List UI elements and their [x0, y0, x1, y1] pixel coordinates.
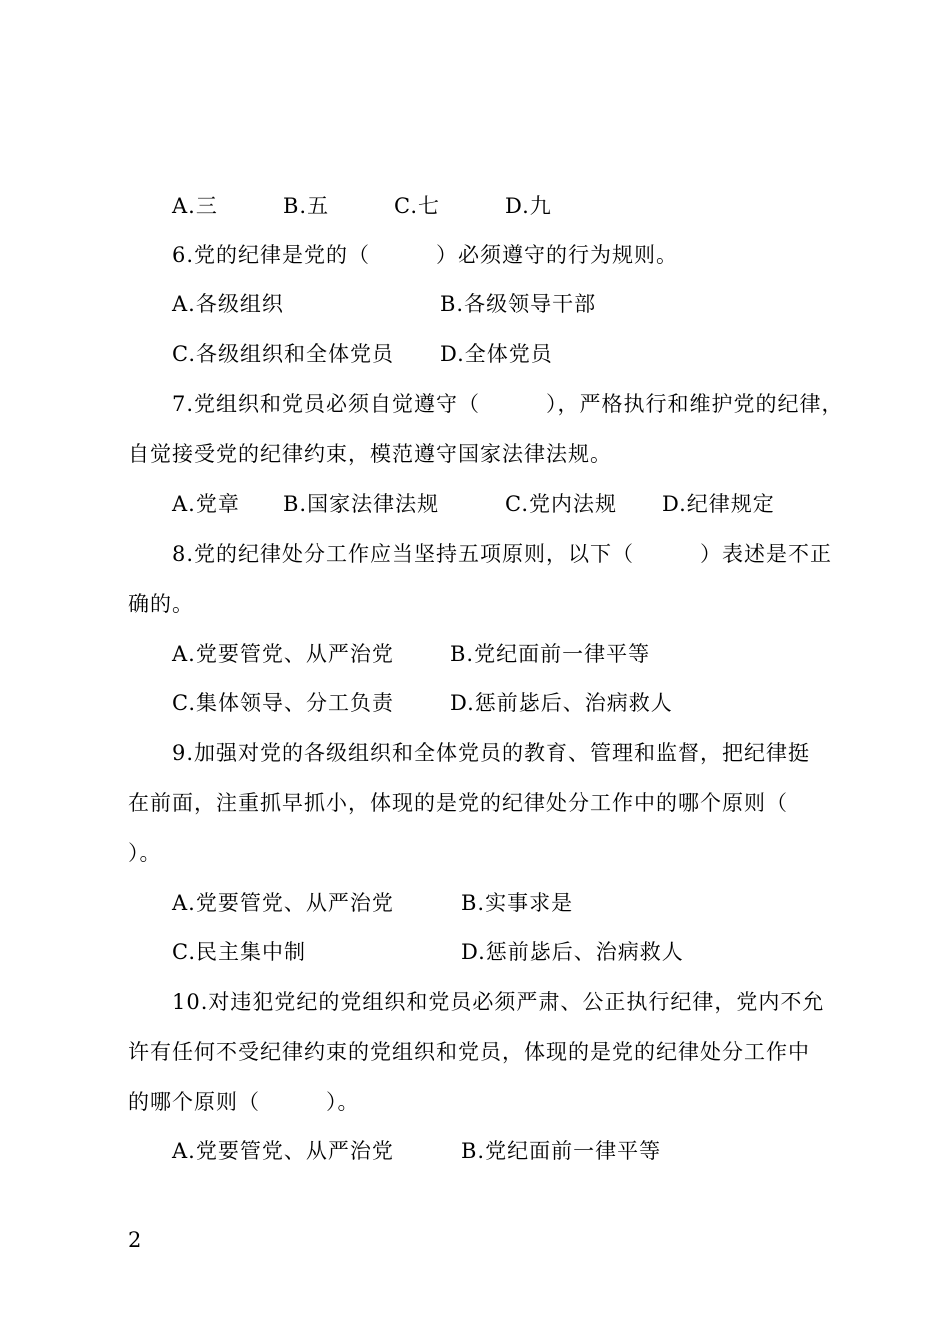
q8-option-c: C.集体领导、分工负责	[172, 691, 394, 715]
q9-stem-line2: 在前面，注重抓早抓小，体现的是党的纪律处分工作中的哪个原则（	[128, 791, 788, 815]
q7-option-c: C.党内法规	[505, 492, 617, 516]
q5-option-b: B.五	[283, 194, 330, 218]
q8-stem-line2: 确的。	[128, 592, 194, 616]
q6-option-c: C.各级组织和全体党员	[172, 342, 394, 366]
q9-stem-line1: 9.加强对党的各级组织和全体党员的教育、管理和监督，把纪律挺	[172, 741, 811, 765]
q8-option-d: D.惩前毖后、治病救人	[450, 691, 673, 715]
q8-option-b: B.党纪面前一律平等	[450, 642, 651, 666]
q10-stem-line1: 10.对违犯党纪的党组织和党员必须严肃、公正执行纪律，党内不允	[172, 990, 825, 1014]
q7-stem-line1: 7.党组织和党员必须自觉遵守（ ），严格执行和维护党的纪律，	[172, 392, 844, 416]
q9-option-d: D.惩前毖后、治病救人	[461, 940, 684, 964]
q10-stem-line3: 的哪个原则（ ）。	[128, 1090, 360, 1114]
q6-stem: 6.党的纪律是党的（ ）必须遵守的行为规则。	[172, 243, 679, 267]
q5-option-c: C.七	[394, 194, 440, 218]
q9-option-a: A.党要管党、从严治党	[172, 891, 394, 915]
q9-option-c: C.民主集中制	[172, 940, 306, 964]
q7-option-b: B.国家法律法规	[283, 492, 440, 516]
q7-stem-line2: 自觉接受党的纪律约束，模范遵守国家法律法规。	[128, 442, 612, 466]
page-number: 2	[128, 1228, 142, 1252]
q5-option-d: D.九	[505, 194, 552, 218]
q7-option-d: D.纪律规定	[662, 492, 775, 516]
q6-option-d: D.全体党员	[440, 342, 553, 366]
q7-option-a: A.党章	[172, 492, 240, 516]
q10-stem-line2: 许有任何不受纪律约束的党组织和党员，体现的是党的纪律处分工作中	[128, 1040, 810, 1064]
q8-option-a: A.党要管党、从严治党	[172, 642, 394, 666]
q6-option-b: B.各级领导干部	[440, 292, 597, 316]
q10-option-a: A.党要管党、从严治党	[172, 1139, 394, 1163]
q6-option-a: A.各级组织	[172, 292, 284, 316]
q8-stem-line1: 8.党的纪律处分工作应当坚持五项原则，以下（ ）表述是不正	[172, 542, 833, 566]
q9-stem-line3: ）。	[128, 841, 162, 865]
q10-option-b: B.党纪面前一律平等	[461, 1139, 662, 1163]
q9-option-b: B.实事求是	[461, 891, 574, 915]
q5-option-a: A.三	[172, 194, 218, 218]
